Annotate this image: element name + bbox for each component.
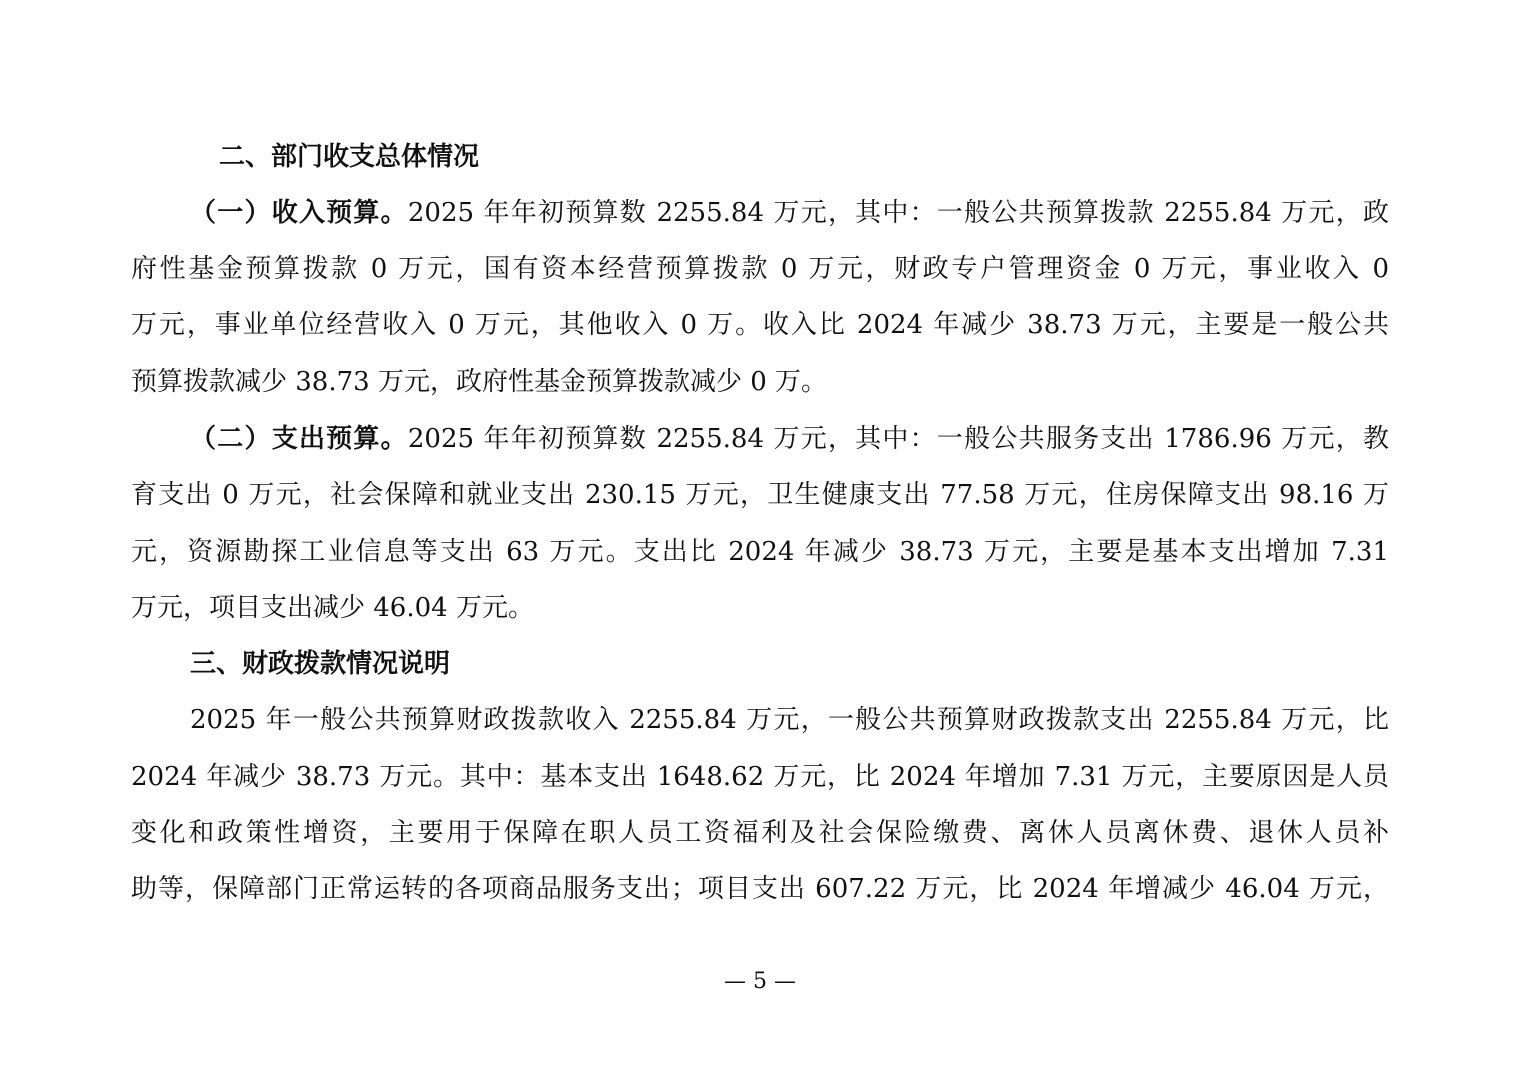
expense-paragraph-line-1 — [190, 423, 1389, 455]
income-paragraph-line-4: 预算拨款减少 38.73 万元，政府性基金预算拨款减少 0 万。 — [131, 367, 828, 397]
income-paragraph-line-2: 府性基金预算拨款 0 万元，国有资本经营预算拨款 0 万元，财政专户管理资金 0 万元，事业收入 0 — [131, 254, 1389, 284]
fiscal-paragraph-line-2: 2024 年减少 38.73 万元。其中：基本支出 1648.62 万元，比 2024 年增加 7.31 万元，主要原因是人员 — [131, 762, 1389, 792]
fiscal-paragraph-line-3: 变化和政策性增资，主要用于保障在职人员工资福利及社会保险缴费、离休人员离休费、退休人员补 — [131, 818, 1389, 848]
page-number: — 5 — — [724, 969, 796, 994]
expense-paragraph-line-4: 万元，项目支出减少 46.04 万元。 — [131, 593, 534, 623]
income-budget-label: （一）收入预算。 — [190, 198, 408, 228]
income-paragraph-line-1 — [190, 197, 1389, 229]
income-text-line-1: 2025 年年初预算数 2255.84 万元，其中：一般公共预算拨款 2255.84 万元，政 — [407, 198, 1389, 228]
expense-paragraph-line-2: 育支出 0 万元，社会保障和就业支出 230.15 万元，卫生健康支出 77.58 万元，住房保障支出 98.16 万 — [131, 480, 1389, 510]
expense-paragraph-line-3: 元，资源勘探工业信息等支出 63 万元。支出比 2024 年减少 38.73 万元，主要是基本支出增加 7.31 — [131, 537, 1389, 567]
fiscal-paragraph-line-4: 助等，保障部门正常运转的各项商品服务支出；项目支出 607.22 万元，比 2024 年增减少 46.04 万元， — [131, 874, 1389, 904]
expense-text-line-1: 2025 年年初预算数 2255.84 万元，其中：一般公共服务支出 1786.96 万元，教 — [407, 424, 1389, 454]
expense-budget-label: （二）支出预算。 — [190, 424, 408, 454]
fiscal-paragraph-line-1: 2025 年一般公共预算财政拨款收入 2255.84 万元，一般公共预算财政拨款支出 2255.84 万元，比 — [190, 705, 1389, 735]
income-paragraph-line-3: 万元，事业单位经营收入 0 万元，其他收入 0 万。收入比 2024 年减少 38.73 万元，主要是一般公共 — [131, 310, 1389, 340]
section-heading-budget-overview: 二、部门收支总体情况 — [219, 142, 480, 172]
section-heading-fiscal-appropriation: 三、财政拨款情况说明 — [190, 649, 451, 679]
